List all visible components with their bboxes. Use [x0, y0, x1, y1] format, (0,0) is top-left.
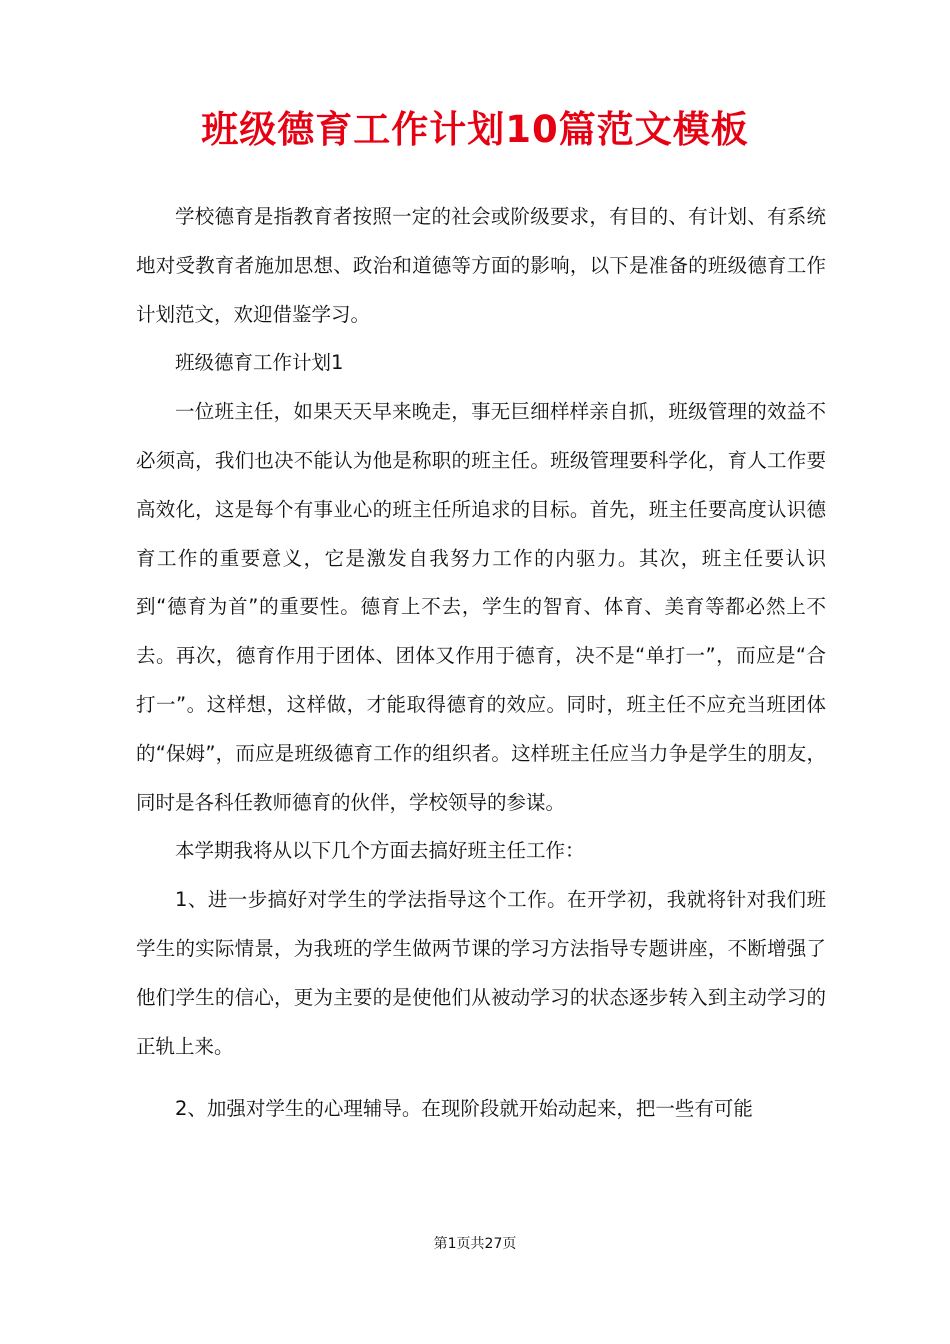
- page-indicator: 第1页共27页: [433, 1236, 517, 1252]
- intro-paragraph: 学校德育是指教育者按照一定的社会或阶级要求，有目的、有计划、有系统地对受教育者施加思想、政治和道德等方面的影响，以下是准备的班级德育工作计划范文，欢迎借鉴学习。: [136, 205, 826, 326]
- body-paragraph: 一位班主任，如果天天早来晚走，事无巨细样样亲自抓，班级管理的效益不必须高，我们也决不能认为他是称职的班主任。班级管理要科学化，育人工作要高效化，这是每个有事业心的班主任所追求的目标。首先，班主任要高度认识德育工作的重要意义，它是激发自我努力工作的内驱力。其次，班主任要认识到“德育为首”的重要性。德育上不去，学生的智育、体育、美育等都必然上不去。再次，德育作用于团体、团体又作用于德育，决不是“单打一”，而应是“合打一”。这样想，这样做，才能取得德育的效应。同时，班主任不应充当班团体的“保姆”，而应是班级德育工作的组织者。这样班主任应当力争是学生的朋友，同时是各科任教师德育的伙伴，学校领导的参谋。: [136, 400, 826, 814]
- list-item-paragraph: 1、进一步搞好对学生的学法指导这个工作。在开学初，我就将针对我们班学生的实际情景，为我班的学生做两节课的学习方法指导专题讲座，不断增强了他们学生的信心，更为主要的是使他们从被动学习的状态逐步转入到主动学习的正轨上来。: [136, 888, 826, 1058]
- section-heading: 班级德育工作计划1: [175, 351, 344, 375]
- document-body: [136, 193, 826, 1134]
- body-paragraph: 本学期我将从以下几个方面去搞好班主任工作：: [175, 839, 585, 863]
- list-item-paragraph: 2、加强对学生的心理辅导。在现阶段就开始动起来，把一些有可能: [175, 1097, 753, 1121]
- document-title: 班级德育工作计划10篇范文模板: [201, 108, 749, 151]
